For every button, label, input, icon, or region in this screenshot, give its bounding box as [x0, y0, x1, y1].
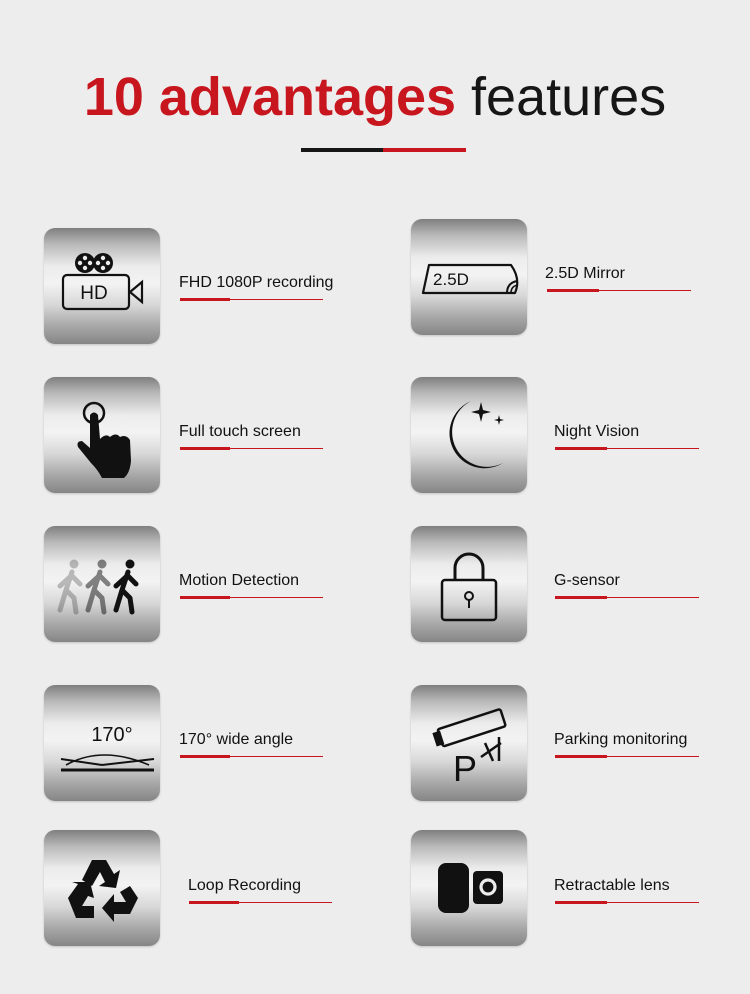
feature-label: 2.5D Mirror: [545, 265, 626, 282]
feature-tile: [44, 685, 160, 801]
hd-camera-icon: [44, 228, 160, 344]
parking-camera-icon: [411, 685, 527, 801]
feature-tile: [411, 526, 527, 642]
label-underline-accent: [180, 596, 230, 599]
touch-hand-icon: [44, 377, 160, 493]
title-underline-black: [301, 148, 383, 152]
parking-icon-text: P: [452, 748, 478, 789]
angle-icon-text: 170°: [91, 724, 133, 746]
wide-angle-icon: [44, 685, 160, 801]
feature-tile: [411, 219, 527, 335]
retractable-lens-icon: [411, 830, 527, 946]
feature-tile: [44, 830, 160, 946]
feature-label: G-sensor: [554, 572, 620, 589]
feature-tile: [411, 377, 527, 493]
feature-label: Night Vision: [554, 423, 640, 440]
label-underline-accent: [547, 289, 599, 292]
feature-tile: [411, 830, 527, 946]
feature-label: Motion Detection: [179, 572, 300, 589]
label-underline-accent: [555, 447, 607, 450]
feature-tile: [44, 526, 160, 642]
label-underline-accent: [180, 298, 230, 301]
walking-people-icon: [44, 526, 160, 642]
hd-icon-text: HD: [80, 283, 108, 304]
label-underline-accent: [180, 755, 230, 758]
feature-tile: [411, 685, 527, 801]
moon-stars-icon: [411, 377, 527, 493]
title-underline-red: [383, 148, 466, 152]
feature-label: Retractable lens: [554, 877, 670, 894]
label-underline-accent: [180, 447, 230, 450]
feature-label: 170° wide angle: [179, 731, 294, 748]
feature-label: Loop Recording: [188, 877, 301, 894]
label-underline-accent: [555, 755, 607, 758]
mirror-2-5d-icon: [411, 219, 527, 335]
recycle-icon: [44, 830, 160, 946]
mirror-icon-text: 2.5D: [433, 270, 469, 289]
label-underline-accent: [555, 596, 607, 599]
label-underline-accent: [555, 901, 607, 904]
padlock-icon: [411, 526, 527, 642]
label-underline-accent: [189, 901, 239, 904]
feature-label: Full touch screen: [179, 423, 301, 440]
feature-label: Parking monitoring: [554, 731, 688, 748]
title-rest: features: [471, 67, 667, 127]
feature-tile: [44, 377, 160, 493]
page-title: [0, 62, 750, 132]
feature-label: FHD 1080P recording: [179, 274, 334, 291]
feature-tile: [44, 228, 160, 344]
title-highlight: 10 advantages: [83, 67, 457, 127]
